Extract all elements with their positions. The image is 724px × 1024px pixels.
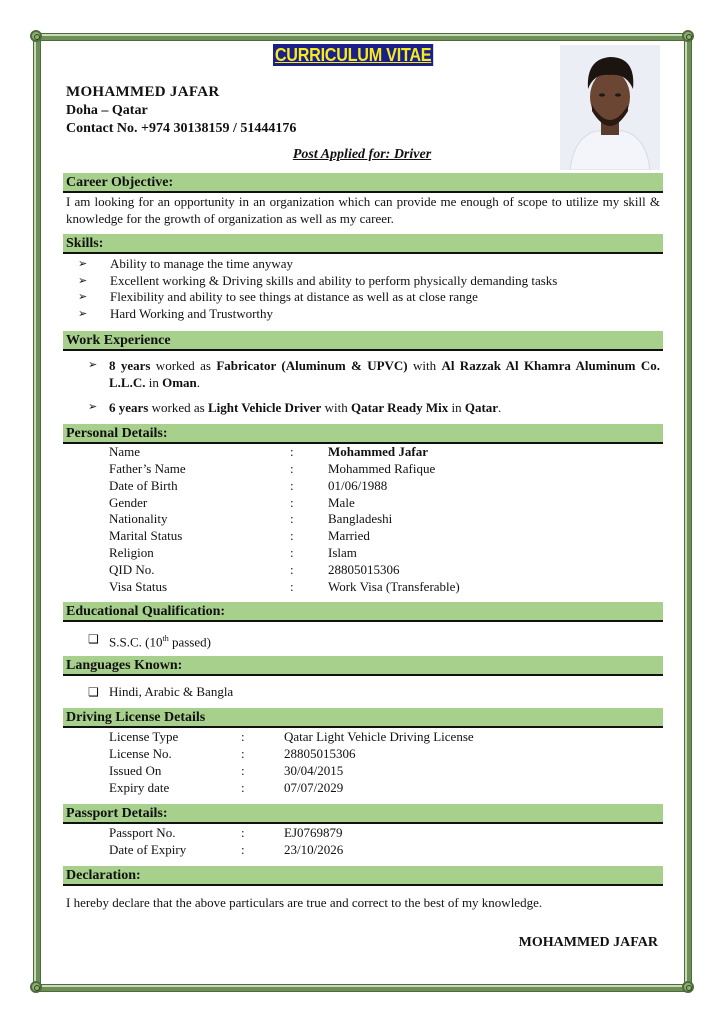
section-heading-driving-license: Driving License Details [63, 708, 663, 728]
field-value: Work Visa (Transferable) [328, 579, 460, 594]
border-corner-ornament-icon [30, 981, 42, 993]
colon: : [241, 746, 245, 761]
field-label: QID No. [109, 562, 155, 577]
border-corner-ornament-icon [682, 30, 694, 42]
work-company: Qatar Ready Mix [350, 400, 449, 415]
work-company: Al Razzak Al Khamra Aluminum Co. L.L.C. [109, 358, 660, 390]
skill-text: Flexibility and ability to see things at distance as well as at close range [110, 289, 478, 304]
work-entry-text [109, 399, 660, 416]
checkbox-bullet-icon: ❑ [88, 632, 99, 646]
text-fragment: passed) [168, 634, 211, 650]
work-country: Oman [162, 375, 197, 390]
field-value: Mohammed Jafar [328, 444, 429, 459]
field-value: Islam [328, 545, 357, 560]
text-fragment: with [407, 358, 442, 373]
colon: : [290, 461, 294, 476]
arrow-bullet-icon: ➢ [78, 274, 88, 287]
text-fragment: worked as [148, 400, 208, 415]
field-value: EJ0769879 [284, 825, 343, 840]
education-item [109, 631, 211, 651]
field-label: Marital Status [109, 528, 183, 543]
field-value: 30/04/2015 [284, 763, 344, 778]
career-objective-text: I am looking for an opportunity in an organization which can provide me enough of scope to utilize my skill & knowledge for the growth of organization as well as my career. [66, 194, 660, 226]
page-border-right [684, 36, 692, 988]
skill-text: Hard Working and Trustworthy [110, 305, 274, 321]
work-role: Light Vehicle Driver [207, 400, 322, 415]
field-label: Name [109, 444, 141, 459]
superscript: th [162, 634, 169, 643]
section-heading-passport: Passport Details: [63, 804, 663, 824]
candidate-contact: Contact No. +974 30138159 / 51444176 [66, 121, 297, 136]
checkbox-bullet-icon: ❑ [88, 685, 99, 699]
skill-text: Ability to manage the time anyway [110, 256, 294, 271]
list-item [88, 399, 660, 416]
candidate-location: Doha – Qatar [66, 103, 148, 118]
arrow-bullet-icon: ➢ [78, 291, 88, 303]
work-country: Qatar [464, 400, 499, 415]
field-label: Expiry date [109, 780, 170, 795]
field-label: Religion [109, 545, 154, 560]
section-heading-career-objective: Career Objective: [63, 173, 663, 193]
field-label: License Type [109, 729, 179, 744]
colon: : [290, 478, 294, 493]
text-fragment: . [498, 400, 502, 415]
section-heading-skills: Skills: [63, 234, 663, 254]
list-item [88, 357, 660, 391]
declaration-text: I hereby declare that the above particulars are true and correct to the best of my knowledge. [66, 895, 543, 910]
field-label: Visa Status [109, 579, 168, 594]
colon: : [241, 825, 245, 840]
colon: : [241, 842, 245, 857]
arrow-bullet-icon: ➢ [88, 359, 98, 371]
colon: : [290, 528, 294, 543]
section-heading-declaration: Declaration: [63, 866, 663, 886]
colon: : [290, 495, 294, 510]
arrow-bullet-icon: ➢ [78, 307, 88, 320]
document-title: CURRICULUM VITAE [274, 45, 432, 65]
border-corner-ornament-icon [30, 30, 42, 42]
field-label: Date of Birth [109, 478, 178, 493]
colon: : [241, 729, 245, 744]
arrow-bullet-icon: ➢ [78, 258, 88, 270]
field-label: Gender [109, 495, 148, 510]
text-fragment: . [196, 375, 201, 390]
skill-text: Excellent working & Driving skills and ability to perform physically demanding tasks [110, 272, 558, 288]
colon: : [290, 511, 294, 526]
section-heading-education: Educational Qualification: [63, 602, 663, 622]
work-role: Fabricator (Aluminum & UPVC) [216, 358, 408, 373]
field-value: Male [328, 495, 355, 510]
section-heading-languages: Languages Known: [63, 656, 663, 676]
text-fragment: in [145, 375, 163, 390]
field-value: Mohammed Rafique [328, 461, 436, 476]
field-value: 01/06/1988 [328, 478, 388, 493]
field-value: Bangladeshi [328, 511, 393, 526]
field-label: Passport No. [109, 825, 176, 840]
arrow-bullet-icon: ➢ [88, 401, 98, 413]
field-value: 23/10/2026 [284, 842, 344, 857]
section-heading-work-experience: Work Experience [63, 331, 663, 351]
candidate-name: MOHAMMED JAFAR [66, 84, 220, 100]
field-label: Nationality [109, 511, 168, 526]
field-value: 28805015306 [328, 562, 400, 577]
page-border-left [33, 36, 41, 988]
field-label: Father’s Name [109, 461, 186, 476]
page-border-bottom [36, 984, 688, 992]
work-entry-text [109, 357, 660, 391]
text-fragment: with [321, 400, 351, 415]
colon: : [241, 763, 245, 778]
field-label: License No. [109, 746, 172, 761]
colon: : [290, 562, 294, 577]
signature-name: MOHAMMED JAFAR [518, 935, 658, 950]
field-value: 07/07/2029 [284, 780, 344, 795]
post-applied [0, 147, 724, 163]
page-border-top [36, 33, 688, 41]
text-fragment: worked as [150, 358, 217, 373]
languages-item: Hindi, Arabic & Bangla [109, 684, 234, 699]
colon: : [290, 579, 294, 594]
colon: : [241, 780, 245, 795]
border-corner-ornament-icon [682, 981, 694, 993]
field-value: Qatar Light Vehicle Driving License [284, 729, 474, 744]
work-duration: 8 years [109, 358, 151, 373]
field-label: Issued On [109, 763, 162, 778]
text-fragment: S.S.C. (10 [109, 634, 163, 650]
text-fragment: in [448, 400, 465, 415]
colon: : [290, 545, 294, 560]
work-duration: 6 years [109, 400, 149, 415]
section-heading-personal-details: Personal Details: [63, 424, 663, 444]
field-label: Date of Expiry [109, 842, 187, 857]
field-value: Married [328, 528, 370, 543]
field-value: 28805015306 [284, 746, 356, 761]
colon: : [290, 444, 294, 459]
post-applied-text: Post Applied for: Driver [292, 147, 432, 162]
